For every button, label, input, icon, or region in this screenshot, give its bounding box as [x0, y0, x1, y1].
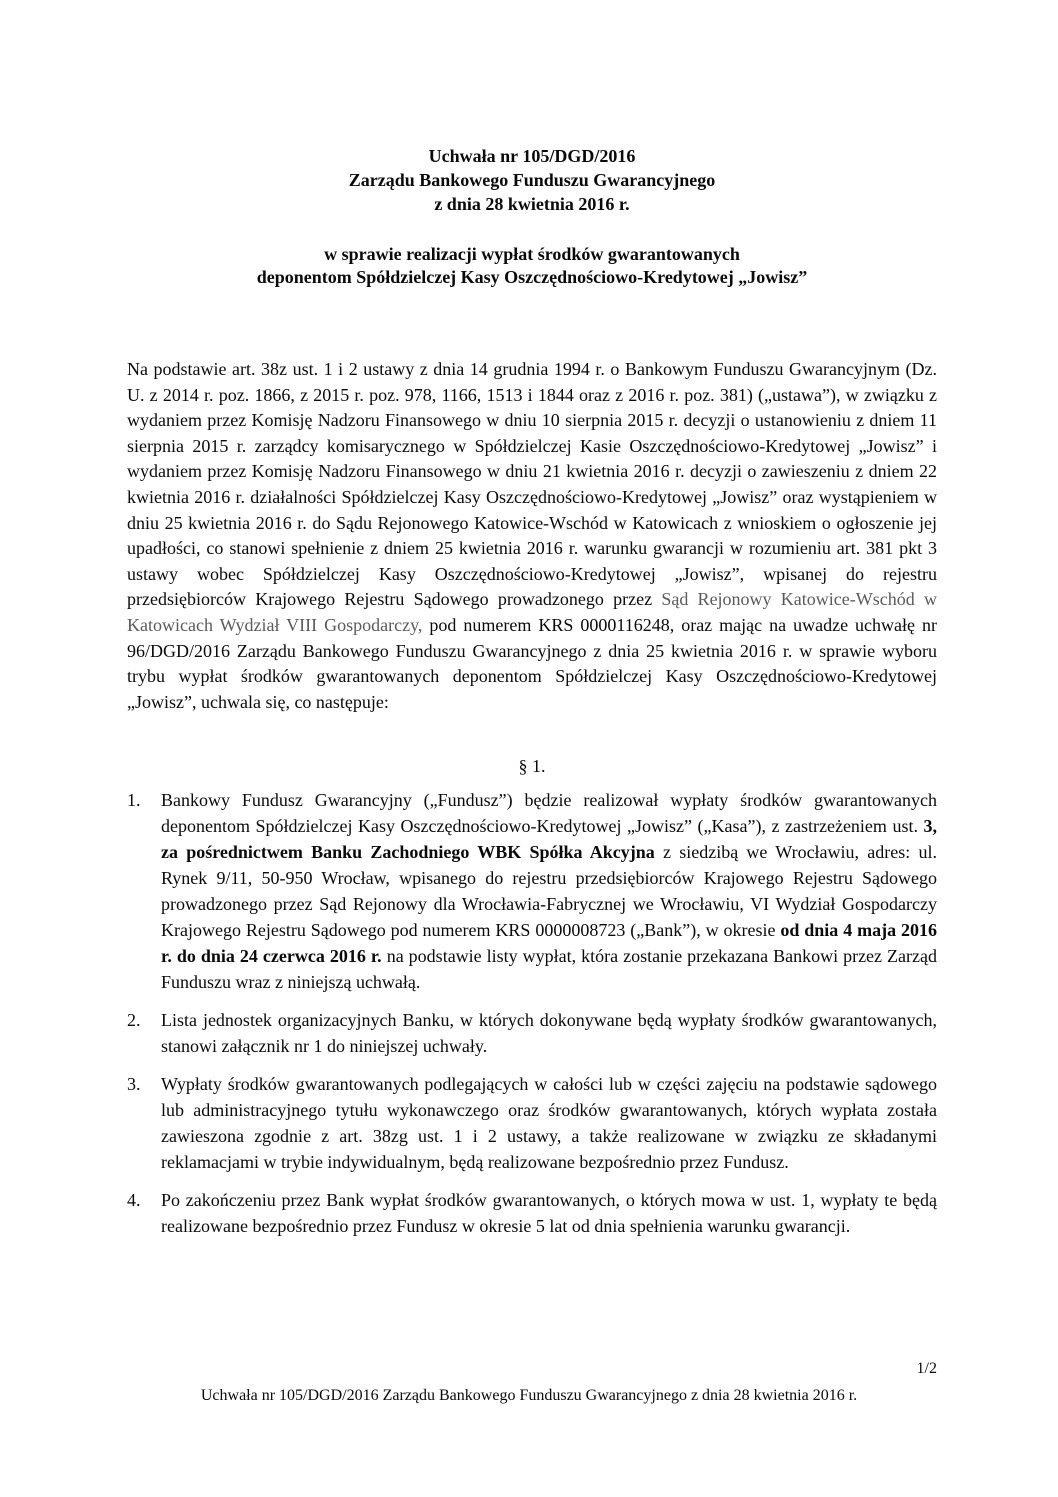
list-item-4-number: 4. [127, 1190, 141, 1211]
text-segment-normal: Bankowy Fundusz Gwarancyjny („Fundusz”) będzie realizował wypłaty środków gwarantowanych deponentom Spółdzielczej Kasy Oszczędnościowo-Kredytowej „Jowisz” („Kasa”), z zastrzeżeniem ust. [161, 790, 937, 837]
page-number: 1/2 [916, 1360, 937, 1377]
text-segment-bold: 3, za pośrednictwem Banku Zachodniego WBK Spółka Akcyjna [161, 816, 937, 863]
text-segment-gray: Sąd Rejonowy Katowice-Wschód w Katowicach Wydział VIII Gospodarczy, [127, 589, 937, 635]
numbered-list [127, 787, 937, 1239]
list-item-3 [127, 1071, 937, 1175]
list-item-2 [127, 1007, 937, 1059]
list-item-3-number: 3. [127, 1074, 141, 1095]
document-content [127, 0, 937, 1251]
list-item-2-number: 2. [127, 1010, 141, 1031]
list-item-2-text [161, 1007, 937, 1059]
title-line-1: Uchwała nr 105/DGD/2016 [428, 146, 636, 166]
footer-reference-line: Uchwała nr 105/DGD/2016 Zarządu Bankowego Funduszu Gwarancyjnego z dnia 28 kwietnia 2016 r. [200, 1387, 858, 1404]
document-title [127, 144, 937, 216]
text-segment-normal: Po zakończeniu przez Bank wypłat środków gwarantowanych, o których mowa w ust. 1, wypłaty te będą realizowane bezpośrednio przez Fundusz w okresie 5 lat od dnia spełnienia warunku gwarancji. [161, 1190, 937, 1237]
list-item-1 [127, 787, 937, 995]
section-heading: § 1. [518, 756, 546, 777]
list-item-4 [127, 1187, 937, 1239]
list-item-4-text [161, 1187, 937, 1239]
text-segment-normal: z siedzibą we Wrocławiu, adres: ul. Rynek 9/11, 50-950 Wrocław, wpisanego do rejestru przedsiębiorców Krajowego Rejestru Sądowego prowadzonego przez Sąd Rejonowy dla Wrocławia-Fabrycznej we Wrocławiu, VI Wydział Gospodarczy Krajowego Rejestru Sądowego pod numerem KRS 0000008723 („Bank”), w okresie [161, 842, 937, 941]
title-line-3: z dnia 28 kwietnia 2016 r. [434, 194, 630, 214]
list-item-1-number: 1. [127, 790, 141, 811]
subject-line-1: w sprawie realizacji wypłat środków gwarantowanych [324, 244, 740, 264]
title-line-2: Zarządu Bankowego Funduszu Gwarancyjnego [348, 170, 716, 190]
list-item-3-text [161, 1071, 937, 1175]
subject-line-2: deponentom Spółdzielczej Kasy Oszczędnościowo-Kredytowej „Jowisz” [256, 267, 808, 287]
text-segment-normal: pod numerem KRS 0000116248, oraz mając na uwadze uchwałę nr 96/DGD/2016 Zarządu Bankowego Funduszu Gwarancyjnego z dnia 25 kwietnia 2016 r. w sprawie wyboru trybu wypłat środków gwarantowanych deponentom Spółdzielczej Kasy Oszczędnościowo-Kredytowej „Jowisz”, uchwala się, co następuje: [127, 614, 937, 712]
text-segment-normal: Wypłaty środków gwarantowanych podlegających w całości lub w części zajęciu na podstawie sądowego lub administracyjnego tytułu wykonawczego oraz środków gwarantowanych, których wypłata została zawieszona zgodnie z art. 38zg ust. 1 i 2 ustawy, a także realizowane w związku ze składanymi reklamacjami w trybie indywidualnym, będą realizowane bezpośrednio przez Fundusz. [161, 1074, 937, 1173]
text-segment-normal: Na podstawie art. 38z ust. 1 i 2 ustawy z dnia 14 grudnia 1994 r. o Bankowym Funduszu Gwarancyjnym (Dz. U. z 2014 r. poz. 1866, z 2015 r. poz. 978, 1166, 1513 i 1844 oraz z 2016 r. poz. 381) („ustawa”), w związku z wydaniem przez Komisję Nadzoru Finansowego w dniu 10 sierpnia 2015 r. decyzji o ustanowieniu z dniem 11 sierpnia 2015 r. zarządcy komisarycznego w Spółdzielczej Kasie Oszczędnościowo-Kredytowej „Jowisz” i wydaniem przez Komisję Nadzoru Finansowego w dniu 21 kwietnia 2016 r. decyzji o zawieszeniu z dniem 22 kwietnia 2016 r. działalności Spółdzielczej Kasy Oszczędnościowo-Kredytowej „Jowisz” oraz wystąpieniem w dniu 25 kwietnia 2016 r. do Sądu Rejonowego Katowice-Wschód w Katowicach z wnioskiem o ogłoszenie jej upadłości, co stanowi spełnienie z dniem 25 kwietnia 2016 r. warunku gwarancji w rozumieniu art. 381 pkt 3 ustawy wobec Spółdzielczej Kasy Oszczędnościowo-Kredytowej „Jowisz”, wpisanej do rejestru przedsiębiorców Krajowego Rejestru Sądowego prowadzonego przez [127, 359, 937, 610]
list-item-1-text [161, 787, 937, 995]
text-segment-normal: na podstawie listy wypłat, która zostanie przekazana Bankowi przez Zarząd Funduszu wraz z niniejszą uchwałą. [161, 946, 938, 993]
preamble-paragraph [127, 357, 937, 715]
text-segment-normal: Lista jednostek organizacyjnych Banku, w których dokonywane będą wypłaty środków gwarantowanych, stanowi załącznik nr 1 do niniejszej uchwały. [161, 1010, 937, 1057]
text-segment-bold: od dnia 4 maja 2016 r. do dnia 24 czerwca 2016 r. [161, 920, 937, 967]
document-subject [127, 243, 937, 289]
